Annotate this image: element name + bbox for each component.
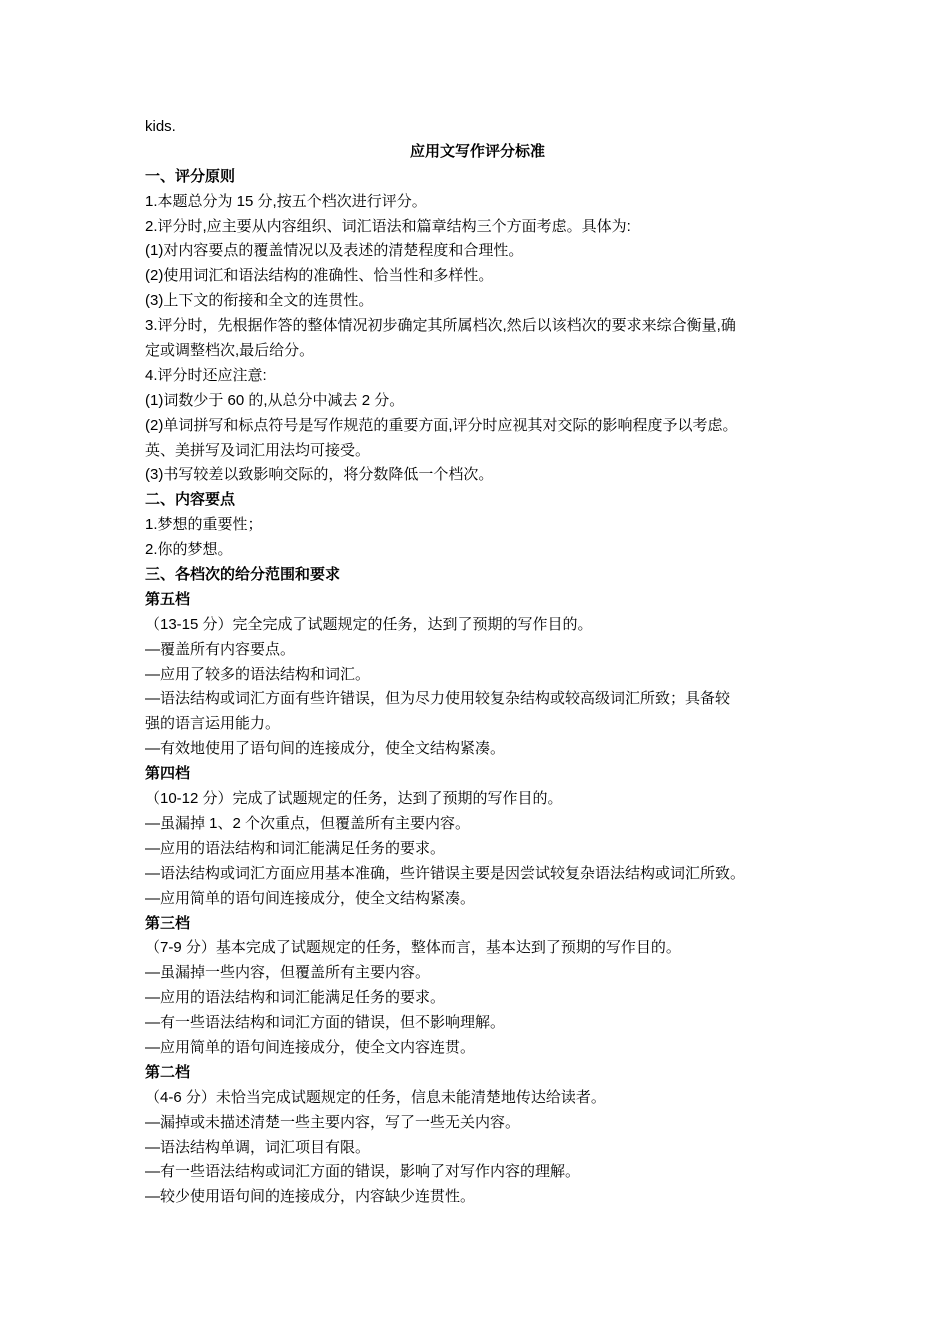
body-line: 1.梦想的重要性； <box>145 516 263 534</box>
body-line: —语法结构单调，词汇项目有限。 <box>145 1138 371 1156</box>
body-line: —有一些语法结构和词汇方面的错误，但不影响理解。 <box>145 1014 506 1032</box>
body-line: 英、美拼写及词汇用法均可接受。 <box>145 441 371 459</box>
body-line: —应用的语法结构和词汇能满足任务的要求。 <box>145 989 446 1007</box>
level-heading: 第四档 <box>145 765 191 783</box>
body-line: 3.评分时，先根据作答的整体情况初步确定其所属档次,然后以该档次的要求来综合衡量,确 <box>145 317 736 335</box>
body-line: （10-12 分）完成了试题规定的任务，达到了预期的写作目的。 <box>145 790 563 808</box>
body-line: —有效地使用了语句间的连接成分，使全文结构紧凑。 <box>145 740 506 758</box>
body-line: —漏掉或未描述清楚一些主要内容，写了一些无关内容。 <box>145 1113 521 1131</box>
body-line: 定或调整档次,最后给分。 <box>145 342 315 360</box>
body-line: —应用简单的语句间连接成分，使全文结构紧凑。 <box>145 889 476 907</box>
body-line: 强的语言运用能力。 <box>145 715 281 733</box>
body-line: —较少使用语句间的连接成分，内容缺少连贯性。 <box>145 1188 476 1206</box>
body-line: (3)上下文的衔接和全文的连贯性。 <box>145 292 374 310</box>
body-line: (1)词数少于 60 的,从总分中减去 2 分。 <box>145 391 405 409</box>
document-title: 应用文写作评分标准 <box>409 142 545 160</box>
level-heading: 第二档 <box>145 1063 191 1081</box>
level-heading: 第五档 <box>145 590 191 608</box>
body-line: —虽漏掉 1、2 个次重点，但覆盖所有主要内容。 <box>145 814 471 832</box>
body-line: —有一些语法结构或词汇方面的错误，影响了对写作内容的理解。 <box>145 1163 581 1181</box>
section-heading-grades: 三、各档次的给分范围和要求 <box>145 566 341 584</box>
body-line: —应用简单的语句间连接成分，使全文内容连贯。 <box>145 1038 476 1056</box>
body-line: （4-6 分）未恰当完成试题规定的任务，信息未能清楚地传达给读者。 <box>145 1088 606 1106</box>
body-line: (3)书写较差以致影响交际的，将分数降低一个档次。 <box>145 466 494 484</box>
body-line: (2)单词拼写和标点符号是写作规范的重要方面,评分时应视其对交际的影响程度予以考虑。 <box>145 416 738 434</box>
body-line: —虽漏掉一些内容，但覆盖所有主要内容。 <box>145 964 431 982</box>
text-column <box>145 115 810 1210</box>
body-line: —语法结构或词汇方面应用基本准确，些许错误主要是因尝试较复杂语法结构或词汇所致。 <box>145 864 746 882</box>
continuation-text: kids. <box>145 118 176 135</box>
body-line: （7-9 分）基本完成了试题规定的任务，整体而言，基本达到了预期的写作目的。 <box>145 939 681 957</box>
body-line: 2.评分时,应主要从内容组织、词汇语法和篇章结构三个方面考虑。具体为: <box>145 217 631 235</box>
body-line: —覆盖所有内容要点。 <box>145 640 296 658</box>
body-line: （13-15 分）完全完成了试题规定的任务，达到了预期的写作目的。 <box>145 615 593 633</box>
body-line: 4.评分时还应注意: <box>145 366 267 384</box>
body-line: —语法结构或词汇方面有些许错误，但为尽力使用较复杂结构或较高级词汇所致；具备较 <box>145 690 731 708</box>
section-heading-content-points: 二、内容要点 <box>145 491 236 509</box>
body-line: 1.本题总分为 15 分,按五个档次进行评分。 <box>145 192 427 210</box>
level-heading: 第三档 <box>145 914 191 932</box>
body-line: (2)使用词汇和语法结构的准确性、恰当性和多样性。 <box>145 267 494 285</box>
body-line: —应用了较多的语法结构和词汇。 <box>145 665 371 683</box>
body-line: 2.你的梦想。 <box>145 541 233 559</box>
body-line: (1)对内容要点的覆盖情况以及表述的清楚程度和合理性。 <box>145 242 524 260</box>
section-heading-principles: 一、评分原则 <box>145 167 236 185</box>
body-line: —应用的语法结构和词汇能满足任务的要求。 <box>145 839 446 857</box>
